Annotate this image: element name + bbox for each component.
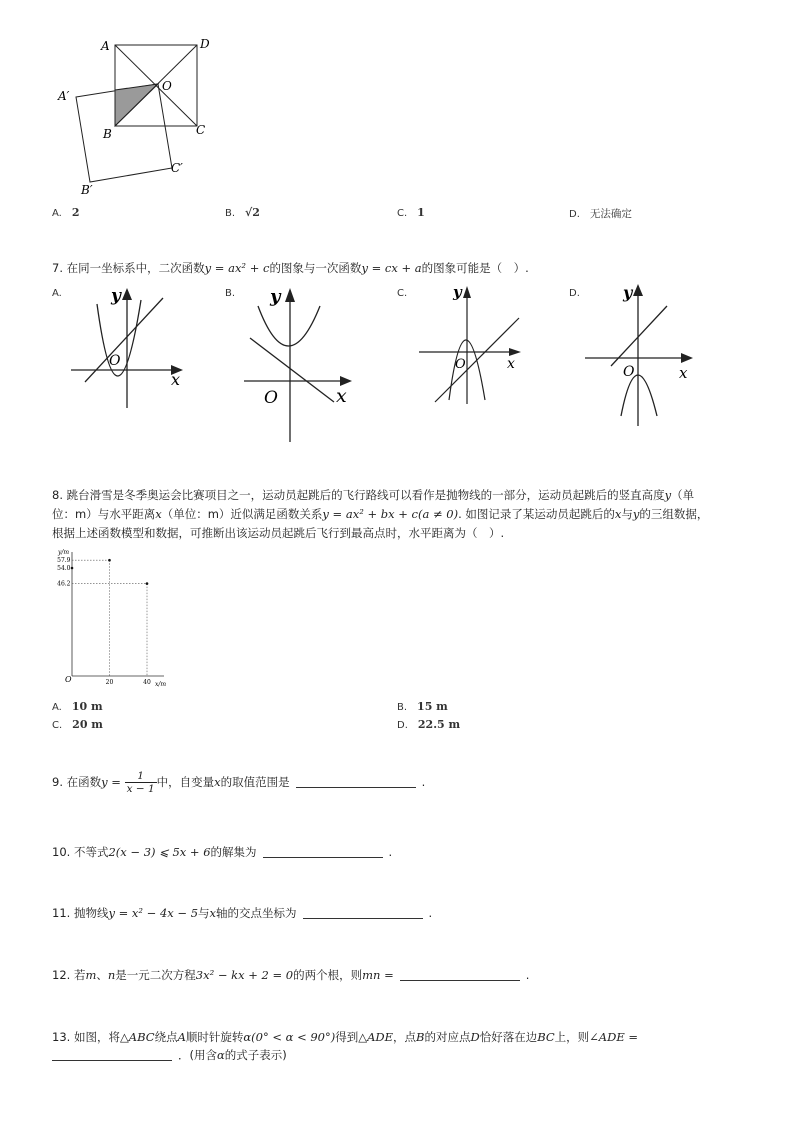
y-tick-label-2: 46.2	[57, 580, 71, 588]
q13-stem-line1: 13. 如图，将△ABC绕点A顺时针旋转α(0° < α < 90°)得到△ADE，点B的对应点D恰好落在边BC上，则∠ADE =	[52, 1030, 639, 1044]
option-value: √2	[245, 206, 260, 219]
label-O: O	[162, 79, 172, 93]
data-point-0	[71, 567, 74, 570]
data-point-2	[146, 582, 149, 585]
q6-option-d[interactable]	[569, 206, 632, 221]
q8-option-a[interactable]	[52, 700, 103, 713]
q8-stem-line1: 8. 跳台滑雪是冬季奥运会比赛项目之一，运动员起跳后的飞行路线可以看作是抛物线的一部分，运动员起跳后的竖直高度y（单	[52, 488, 695, 502]
q12-stem: 12. 若m、n是一元二次方程3x² − kx + 2 = 0的两个根，则mn = .	[52, 968, 530, 982]
option-letter: C.	[52, 720, 63, 731]
svg-text:y: y	[453, 283, 462, 301]
option-value: 无法确定	[589, 208, 632, 220]
label-C-prime: C′	[171, 161, 183, 175]
option-letter: C.	[397, 208, 408, 219]
q13-stem-line2: ．(用含α的式子表示)	[52, 1046, 287, 1064]
q8-option-c[interactable]	[52, 718, 103, 731]
x-axis-label: x/m	[155, 681, 167, 688]
label-B-prime: B′	[81, 183, 93, 197]
data-point-1	[108, 559, 111, 562]
q6-option-a[interactable]	[52, 206, 80, 219]
q10-answer-blank[interactable]	[263, 845, 383, 858]
svg-text:x: x	[336, 385, 347, 407]
option-letter: B.	[225, 208, 236, 219]
svg-text:y: y	[111, 286, 121, 306]
q11-answer-blank[interactable]	[303, 906, 423, 919]
label-A-prime: A′	[58, 89, 70, 103]
x-tick-label-0: 20	[105, 679, 114, 686]
svg-text:O: O	[623, 364, 635, 380]
label-B: B	[103, 127, 112, 141]
option-value: 1	[417, 206, 425, 219]
option-letter: D.	[397, 720, 408, 731]
option-letter: A.	[52, 702, 62, 713]
q8-stem-line2: 位：m）与水平距离x（单位：m）近似满足函数关系y = ax² + bx + c(a ≠ 0). 如图记录了某运动员起跳后的x与y的三组数据，	[52, 507, 709, 521]
option-letter: A.	[52, 208, 62, 219]
q7-option-b-graph[interactable]	[240, 282, 370, 444]
q6-option-b[interactable]	[225, 206, 260, 219]
option-value: 15 m	[417, 700, 448, 713]
q6-option-c[interactable]	[397, 206, 425, 219]
option-letter: B.	[397, 702, 408, 713]
svg-text:x: x	[171, 370, 181, 389]
q7-option-b-letter: B.	[225, 288, 236, 299]
option-value: 2	[71, 206, 80, 219]
option-letter: D.	[569, 209, 580, 220]
q7-option-a-graph[interactable]	[65, 282, 195, 414]
svg-text:y: y	[623, 283, 633, 302]
label-C: C	[196, 123, 206, 137]
y-tick-label-1: 54.0	[57, 565, 71, 572]
svg-text:x: x	[679, 364, 688, 382]
q7-stem: 7. 在同一坐标系中，二次函数y = ax² + c的图象与一次函数y = cx + a的图象可能是（ ）.	[52, 261, 529, 275]
q9-fraction: $\frac{1}{x - 1}$	[126, 770, 155, 795]
q12-answer-blank[interactable]	[400, 968, 520, 981]
q9-stem: 9. 在函数y = $\frac{1}{x - 1}$ 中，自变量x的取值范围是 .	[52, 770, 426, 795]
q10-stem: 10. 不等式2(x − 3) ⩽ 5x + 6的解集为 .	[52, 845, 393, 859]
label-A: A	[101, 39, 110, 53]
q7-option-c-graph[interactable]	[415, 282, 535, 407]
y-tick-label-0: 57.9	[57, 557, 71, 565]
q8-option-d[interactable]	[397, 718, 460, 731]
option-value: 20 m	[72, 718, 103, 731]
y-axis-label: y/m	[58, 549, 70, 556]
q13-answer-blank[interactable]	[52, 1048, 172, 1061]
q9-answer-blank[interactable]	[296, 775, 416, 788]
origin-label: O	[65, 675, 72, 684]
q7-option-d-graph[interactable]	[583, 280, 703, 430]
svg-text:O: O	[455, 357, 466, 372]
q6-square-figure	[50, 30, 230, 205]
option-value: 22.5 m	[417, 718, 461, 731]
q8-option-b[interactable]	[397, 700, 448, 713]
svg-text:y: y	[270, 286, 281, 307]
svg-text:O: O	[264, 388, 278, 408]
q7-option-a-letter: A.	[52, 288, 62, 299]
q11-stem: 11. 抛物线y = x² − 4x − 5与x轴的交点坐标为 .	[52, 906, 433, 920]
q7-option-d-letter: D.	[569, 288, 580, 299]
svg-text:O: O	[109, 353, 121, 369]
svg-text:x: x	[507, 356, 515, 372]
label-D: D	[200, 37, 210, 51]
x-tick-label-1: 40	[143, 679, 151, 686]
q8-scatter-chart	[52, 546, 182, 692]
q7-option-c-letter: C.	[397, 288, 408, 299]
q8-stem-line3: 根据上述函数模型和数据，可推断出该运动员起跳后飞行到最高点时，水平距离为（ ）.	[52, 526, 505, 540]
option-value: 10 m	[71, 700, 103, 713]
